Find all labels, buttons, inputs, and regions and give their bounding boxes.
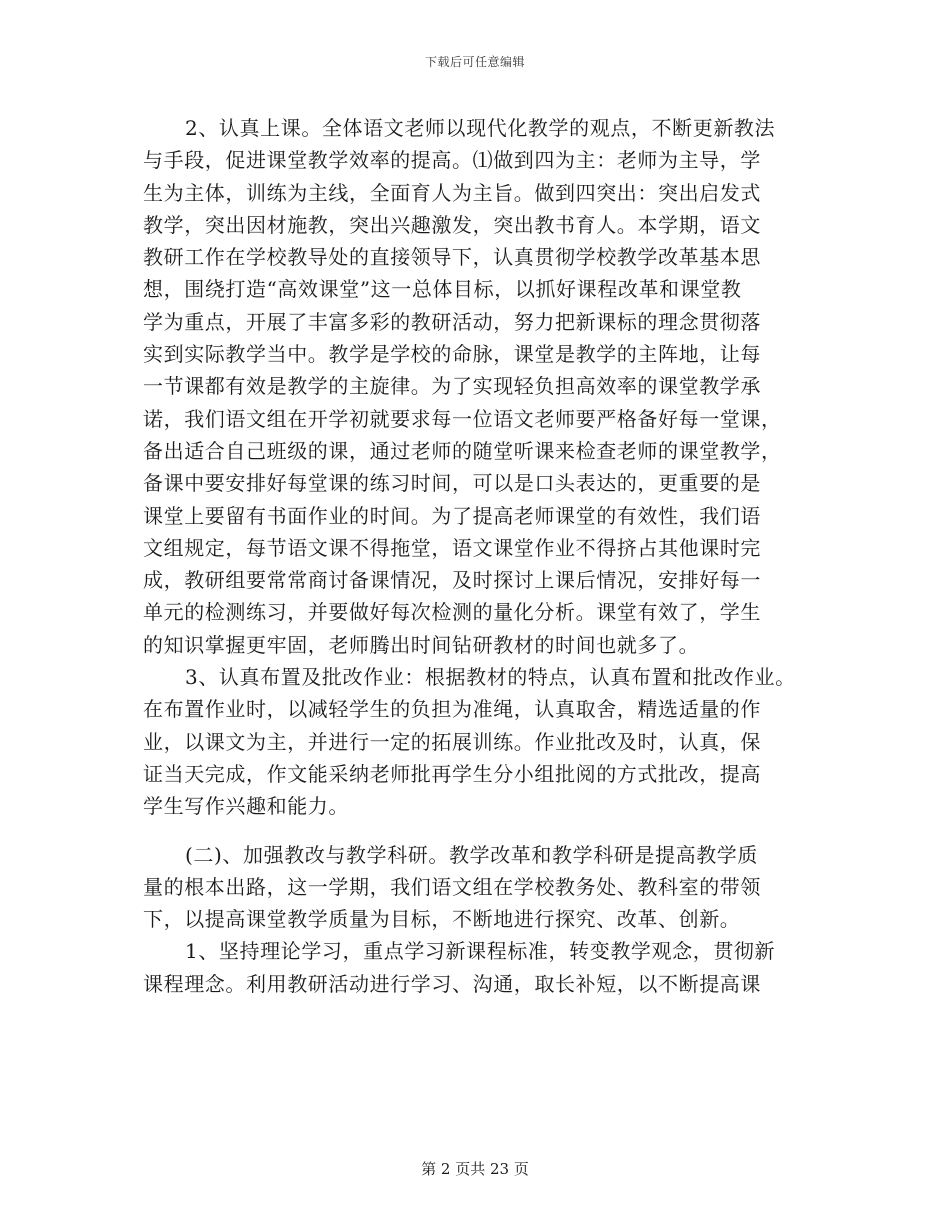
page-header: 下载后可任意编辑 xyxy=(424,55,525,69)
paragraph-line: 课程理念。利用教研活动进行学习、沟通，取长补短，以不断提高课 xyxy=(143,971,761,996)
paragraph-line: 备课中要安排好每堂课的练习时间，可以是口头表达的，更重要的是 xyxy=(143,471,761,496)
paragraph-line: 文组规定，每节语文课不得拖堂，语文课堂作业不得挤占其他课时完 xyxy=(143,535,761,560)
paragraph-line: 生为主体，训练为主线，全面育人为主旨。做到四突出：突出启发式 xyxy=(143,180,761,205)
paragraph-line: 学生写作兴趣和能力。 xyxy=(143,794,349,819)
paragraph-line: 在布置作业时，以减轻学生的负担为准绳，认真取舍，精选适量的作 xyxy=(143,697,761,722)
paragraph-line: 学为重点，开展了丰富多彩的教研活动，努力把新课标的理念贯彻落 xyxy=(143,309,761,334)
paragraph-line: 实到实际教学当中。教学是学校的命脉，课堂是教学的主阵地，让每 xyxy=(143,342,761,367)
paragraph-line: 课堂上要留有书面作业的时间。为了提高老师课堂的有效性，我们语 xyxy=(143,503,761,528)
paragraph-line: 量的根本出路，这一学期，我们语文组在学校教务处、教科室的带领 xyxy=(143,874,761,899)
paragraph-line: 成，教研组要常常商讨备课情况，及时探讨上课后情况，安排好每一 xyxy=(143,568,761,593)
paragraph-line: 教学，突出因材施教，突出兴趣激发，突出教书育人。本学期，语文 xyxy=(143,212,761,237)
page-number: 第 2 页共 23 页 xyxy=(421,1160,529,1178)
paragraph-line: 证当天完成，作文能采纳老师批再学生分小组批阅的方式批改，提高 xyxy=(143,761,761,786)
paragraph-line: (二)、加强教改与教学科研。教学改革和教学科研是提高教学质 xyxy=(185,842,759,867)
paragraph-line: 单元的检测练习，并要做好每次检测的量化分析。课堂有效了，学生 xyxy=(143,600,761,625)
paragraph-line: 教研工作在学校教导处的直接领导下，认真贯彻学校教学改革基本思 xyxy=(143,245,761,270)
paragraph-line: 1、坚持理论学习，重点学习新课程标准，转变教学观念，贯彻新 xyxy=(185,939,776,964)
paragraph-line: 业，以课文为主，并进行一定的拓展训练。作业批改及时，认真，保 xyxy=(143,729,761,754)
paragraph-line: 的知识掌握更牢固，老师腾出时间钻研教材的时间也就多了。 xyxy=(143,632,700,657)
document-body xyxy=(143,112,819,1000)
paragraph-line: 诺，我们语文组在开学初就要求每一位语文老师要严格备好每一堂课， xyxy=(143,406,782,431)
paragraph-line: 与手段，促进课堂教学效率的提高。⑴做到四为主：老师为主导，学 xyxy=(143,148,761,173)
paragraph-line: 2、认真上课。全体语文老师以现代化教学的观点，不断更新教法 xyxy=(185,116,776,140)
paragraph-line: 3、认真布置及批改作业：根据教材的特点，认真布置和批改作业。 xyxy=(185,665,796,690)
paragraph-line: 备出适合自己班级的课，通过老师的随堂听课来检查老师的课堂教学， xyxy=(143,438,782,463)
paragraph-line: 下，以提高课堂教学质量为目标，不断地进行探究、改革、创新。 xyxy=(143,907,741,932)
paragraph-line: 一节课都有效是教学的主旋律。为了实现轻负担高效率的课堂教学承 xyxy=(143,374,761,399)
paragraph-line: 想，围绕打造“高效课堂”这一总体目标，以抓好课程改革和课堂教 xyxy=(143,277,742,302)
